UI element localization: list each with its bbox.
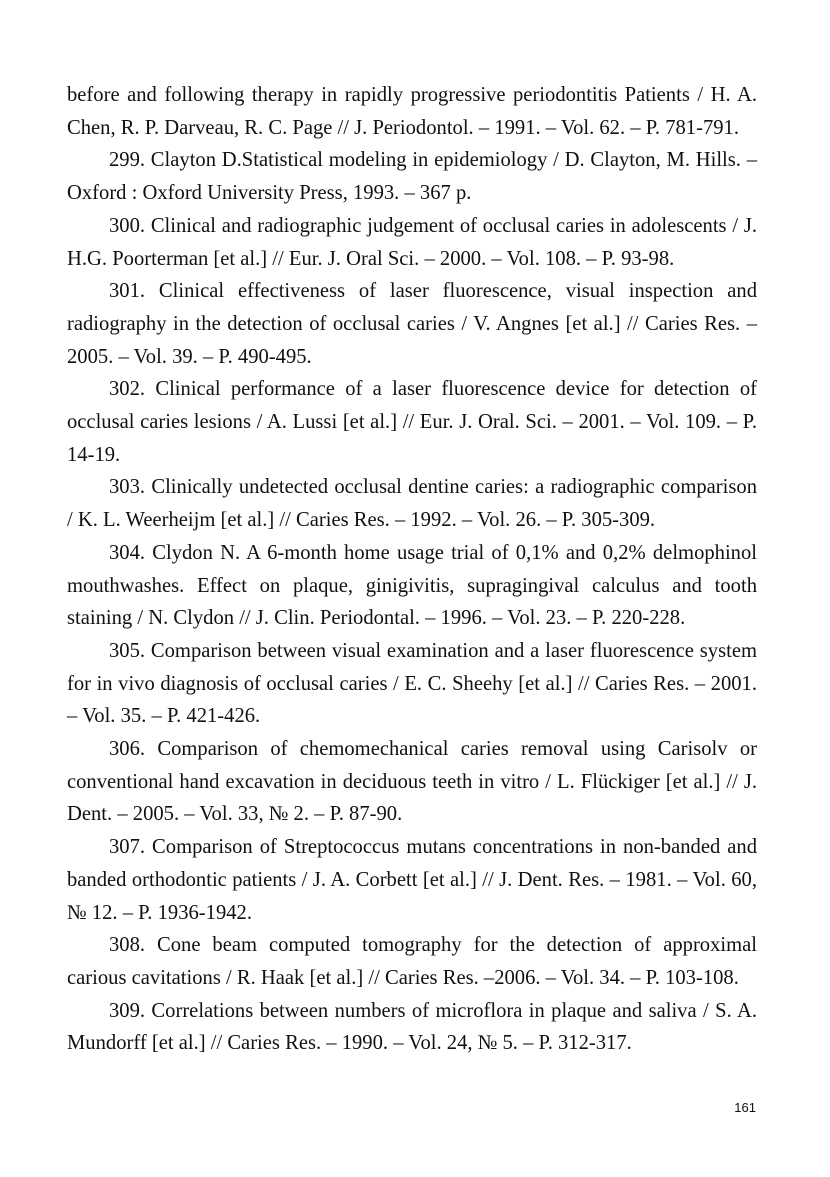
reference-298-continuation: before and following therapy in rapidly progressive periodontitis Patients / H. A. Chen, R. P. Darveau, R. C. Page // J. Periodontol. – 1991. – Vol. 62. – P. 781-791. [67, 84, 757, 139]
reference-299: 299. Clayton D.Statistical modeling in epidemiology / D. Clayton, M. Hills. – Oxford : Oxford University Press, 1993. – 367 p. [67, 149, 757, 205]
reference-300: 300. Clinical and radiographic judgement of occlusal caries in adolescents / J. H.G. Poorterman [et al.] // Eur. J. Oral Sci. – 2000. – Vol. 108. – P. 93-98. [67, 214, 757, 270]
page-number: 161 [734, 1100, 756, 1115]
reference-list [67, 79, 757, 1060]
reference-303: 303. Clinically undetected occlusal dentine caries: a radiographic comparison / K. L. Weerheijm [et al.] // Caries Res. – 1992. – Vol. 26. – P. 305-309. [67, 476, 757, 532]
reference-302: 302. Clinical performance of a laser fluorescence device for detection of occlusal caries lesions / A. Lussi [et al.] // Eur. J. Oral. Sci. – 2001. – Vol. 109. – P. 14-19. [67, 378, 757, 466]
reference-306: 306. Comparison of chemomechanical caries removal using Carisolv or conventional hand excavation in deciduous teeth in vitro / L. Flückiger [et al.] // J. Dent. – 2005. – Vol. 33, № 2. – P. 87-90. [67, 738, 757, 826]
reference-307: 307. Comparison of Streptococcus mutans concentrations in non-banded and banded orthodontic patients / J. A. Corbett [et al.] // J. Dent. Res. – 1981. – Vol. 60, № 12. – P. 1936-1942. [67, 836, 757, 924]
reference-301: 301. Clinical effectiveness of laser fluorescence, visual inspection and radiography in the detection of occlusal caries / V. Angnes [et al.] // Caries Res. – 2005. – Vol. 39. – P. 490-495. [67, 280, 757, 368]
reference-308: 308. Cone beam computed tomography for the detection of approximal carious cavitations / R. Haak [et al.] // Caries Res. –2006. – Vol. 34. – P. 103-108. [67, 934, 757, 989]
reference-305: 305. Comparison between visual examination and a laser fluorescence system for in vivo diagnosis of occlusal caries / E. C. Sheehy [et al.] // Caries Res. – 2001. – Vol. 35. – P. 421-426. [67, 639, 757, 728]
reference-309: 309. Correlations between numbers of microflora in plaque and saliva / S. A. Mundorff [et al.] // Caries Res. – 1990. – Vol. 24, № 5. – P. 312-317. [67, 999, 757, 1055]
reference-304: 304. Clydon N. A 6-month home usage trial of 0,1% and 0,2% delmophinol mouthwashes. Effect on plaque, ginigivitis, supragingival calculus and tooth staining / N. Clydon // J. Clin. Periodontal. – 1996. – Vol. 23. – P. 220-228. [67, 541, 757, 630]
